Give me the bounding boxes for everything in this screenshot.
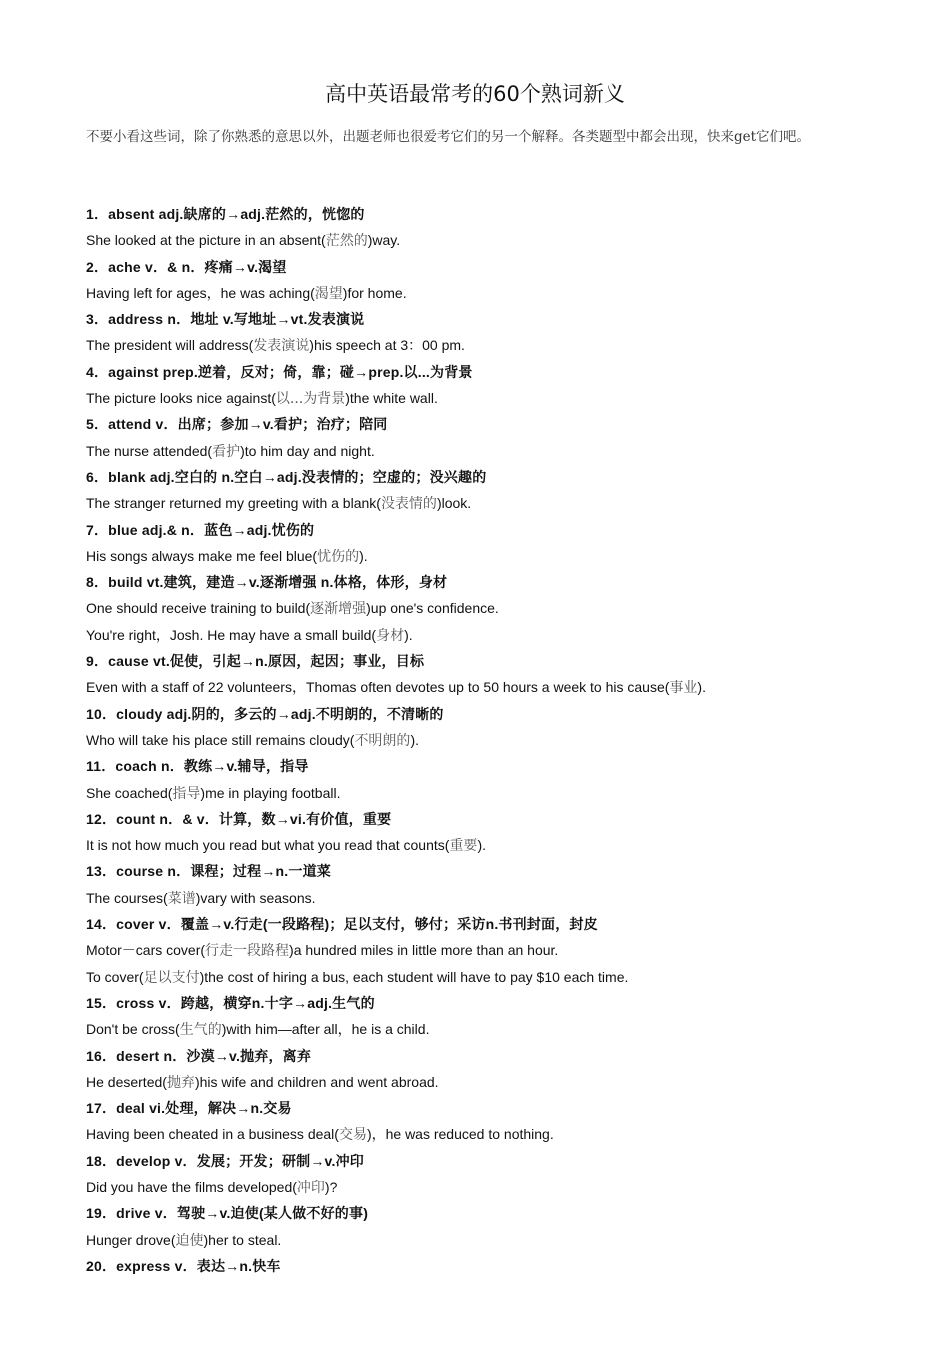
example-text-after: ).: [697, 679, 706, 696]
example-sentence: [86, 964, 886, 990]
example-gloss: 身材: [376, 627, 405, 644]
example-text-before: Don't be cross(: [86, 1021, 180, 1038]
entry-heading: 11．coach n．教练→v.辅导，指导: [86, 758, 309, 775]
entry-heading: 4．against prep.逆着，反对；倚，靠；碰→prep.以...为背景: [86, 363, 473, 380]
entry-heading: 7．blue adj.& n．蓝色→adj.忧伤的: [86, 521, 315, 538]
example-text-after: ).: [477, 837, 486, 854]
example-text-before: He deserted(: [86, 1073, 167, 1090]
example-gloss: 看护: [212, 443, 241, 460]
entry-heading: 20．express v．表达→n.快车: [86, 1257, 281, 1274]
example-text-before: The stranger returned my greeting with a blank(: [86, 495, 381, 512]
example-text-after: )his speech at 3：00 pm.: [309, 337, 465, 354]
entry-heading: 19．drive v．驾驶→v.迫使(某人做不好的事): [86, 1205, 369, 1222]
example-sentence: [86, 1174, 886, 1200]
example-text-before: She coached(: [86, 784, 173, 801]
example-sentence: [86, 1121, 886, 1147]
example-sentence: [86, 438, 886, 464]
example-text-before: One should receive training to build(: [86, 600, 311, 617]
example-text-after: )to him day and night.: [240, 442, 375, 459]
example-text-before: His songs always make me feel blue(: [86, 547, 318, 564]
example-gloss: 不明朗的: [354, 732, 411, 749]
example-text-before: The courses(: [86, 889, 168, 906]
example-gloss: 交易: [338, 1127, 367, 1144]
example-text-before: Having been cheated in a business deal(: [86, 1126, 339, 1143]
example-gloss: 菜谱: [167, 890, 196, 907]
vocabulary-list: [86, 201, 886, 1279]
example-text-after: )vary with seasons.: [195, 889, 316, 906]
entry-heading: 12．count n．& v．计算，数→vi.有价值，重要: [86, 810, 392, 827]
example-text-after: )a hundred miles in little more than an hour.: [289, 942, 559, 959]
example-sentence: [86, 543, 886, 569]
example-sentence: [86, 832, 886, 858]
entry-heading: 5．attend v．出席；参加→v.看护；治疗；陪同: [86, 416, 388, 433]
example-sentence: [86, 332, 886, 358]
example-gloss: 迫使: [175, 1232, 204, 1249]
example-gloss: 抛弃: [166, 1074, 195, 1091]
example-sentence: [86, 227, 886, 253]
example-gloss: 以...为背景: [275, 391, 346, 408]
example-gloss: 事业: [669, 680, 698, 697]
entry-heading: 13．course n．课程；过程→n.一道菜: [86, 863, 331, 880]
example-text-after: ).: [359, 547, 368, 564]
example-gloss: 忧伤的: [317, 548, 360, 565]
example-gloss: 冲印: [296, 1179, 325, 1196]
example-sentence: [86, 780, 886, 806]
example-text-after: )his wife and children and went abroad.: [194, 1073, 439, 1090]
example-text-after: ).: [404, 626, 413, 643]
example-text-after: )look.: [436, 495, 472, 512]
example-text-before: To cover(: [86, 968, 144, 985]
example-text-before: She looked at the picture in an absent(: [86, 232, 326, 249]
page-title: 高中英语最常考的60个熟词新义: [325, 82, 625, 106]
example-text-after: )up one's confidence.: [366, 600, 499, 617]
entry-heading: 18．develop v．发展；开发；研制→v.冲印: [86, 1152, 364, 1169]
example-gloss: 生气的: [179, 1022, 222, 1039]
example-text-after: )?: [324, 1178, 338, 1195]
example-text-before: The president will address(: [86, 337, 254, 354]
entry-heading: 16．desert n．沙漠→v.抛弃，离弃: [86, 1047, 312, 1064]
example-gloss: 指导: [172, 785, 201, 802]
example-sentence: [86, 622, 886, 648]
example-sentence: [86, 595, 886, 621]
example-sentence: [86, 1227, 886, 1253]
example-sentence: [86, 1016, 886, 1042]
entry-heading: 17．deal vi.处理，解决→n.交易: [86, 1100, 292, 1117]
example-gloss: 发表演说: [253, 338, 310, 355]
example-text-before: Even with a staff of 22 volunteers，Thomas often devotes up to 50 hours a week to his cause(: [86, 679, 670, 696]
example-text-after: )for home.: [342, 284, 407, 301]
example-gloss: 渴望: [314, 285, 343, 302]
example-gloss: 行走一段路程: [205, 943, 290, 960]
example-sentence: [86, 490, 886, 516]
example-text-after: ).: [410, 731, 419, 748]
example-sentence: [86, 280, 886, 306]
example-text-before: Hunger drove(: [86, 1231, 176, 1248]
entry-heading: 10．cloudy adj.阴的，多云的→adj.不明朗的，不清晰的: [86, 705, 444, 722]
entry-heading: 3．address n．地址 v.写地址→vt.发表演说: [86, 311, 365, 328]
entry-heading: 2．ache v．& n．疼痛→v.渴望: [86, 258, 287, 275]
example-text-before: You're right，Josh. He may have a small build(: [86, 626, 377, 643]
example-text-before: It is not how much you read but what you read that counts(: [86, 837, 450, 854]
example-sentence: [86, 674, 886, 700]
example-gloss: 逐渐增强: [310, 601, 367, 618]
example-text-before: Did you have the films developed(: [86, 1178, 297, 1195]
example-text-after: )her to steal.: [203, 1231, 282, 1248]
example-text-before: The nurse attended(: [86, 442, 213, 459]
entry-heading: 8．build vt.建筑，建造→v.逐渐增强 n.体格，体形，身材: [86, 574, 448, 591]
example-sentence: [86, 1069, 886, 1095]
example-text-after: )with him—after all，he is a child.: [221, 1021, 430, 1038]
example-text-before: Having left for ages，he was aching(: [86, 284, 315, 301]
example-text-after: )the cost of hiring a bus, each student will have to pay $10 each time.: [199, 968, 629, 985]
example-text-before: Motor－cars cover(: [86, 942, 206, 959]
entry-heading: 15．cross v．跨越，横穿n.十字→adj.生气的: [86, 994, 375, 1011]
example-text-after: )，he was reduced to nothing.: [366, 1126, 554, 1143]
example-sentence: [86, 885, 886, 911]
entry-heading: 14．cover v．覆盖→v.行走(一段路程)；足以支付，够付；采访n.书刊封面，封皮: [86, 916, 598, 933]
example-sentence: [86, 727, 886, 753]
example-text-after: )the white wall.: [345, 390, 438, 407]
example-gloss: 足以支付: [143, 969, 200, 986]
example-gloss: 没表情的: [380, 496, 437, 513]
example-gloss: 茫然的: [325, 233, 368, 250]
intro-paragraph: 不要小看这些词，除了你熟悉的意思以外，出题老师也很爱考它们的另一个解释。各类题型中都会出现，快来get它们吧。: [86, 129, 811, 145]
example-text-after: )way.: [367, 232, 401, 249]
entry-heading: 1．absent adj.缺席的→adj.茫然的，恍惚的: [86, 206, 365, 222]
example-text-before: The picture looks nice against(: [86, 390, 276, 407]
example-sentence: [86, 937, 886, 963]
entry-heading: 9．cause vt.促使，引起→n.原因，起因；事业，目标: [86, 653, 425, 670]
example-text-after: )me in playing football.: [200, 784, 341, 801]
example-gloss: 重要: [449, 838, 478, 855]
entry-heading: 6．blank adj.空白的 n.空白→adj.没表情的；空虚的；没兴趣的: [86, 468, 487, 485]
example-text-before: Who will take his place still remains cloudy(: [86, 731, 355, 748]
example-sentence: [86, 385, 886, 411]
